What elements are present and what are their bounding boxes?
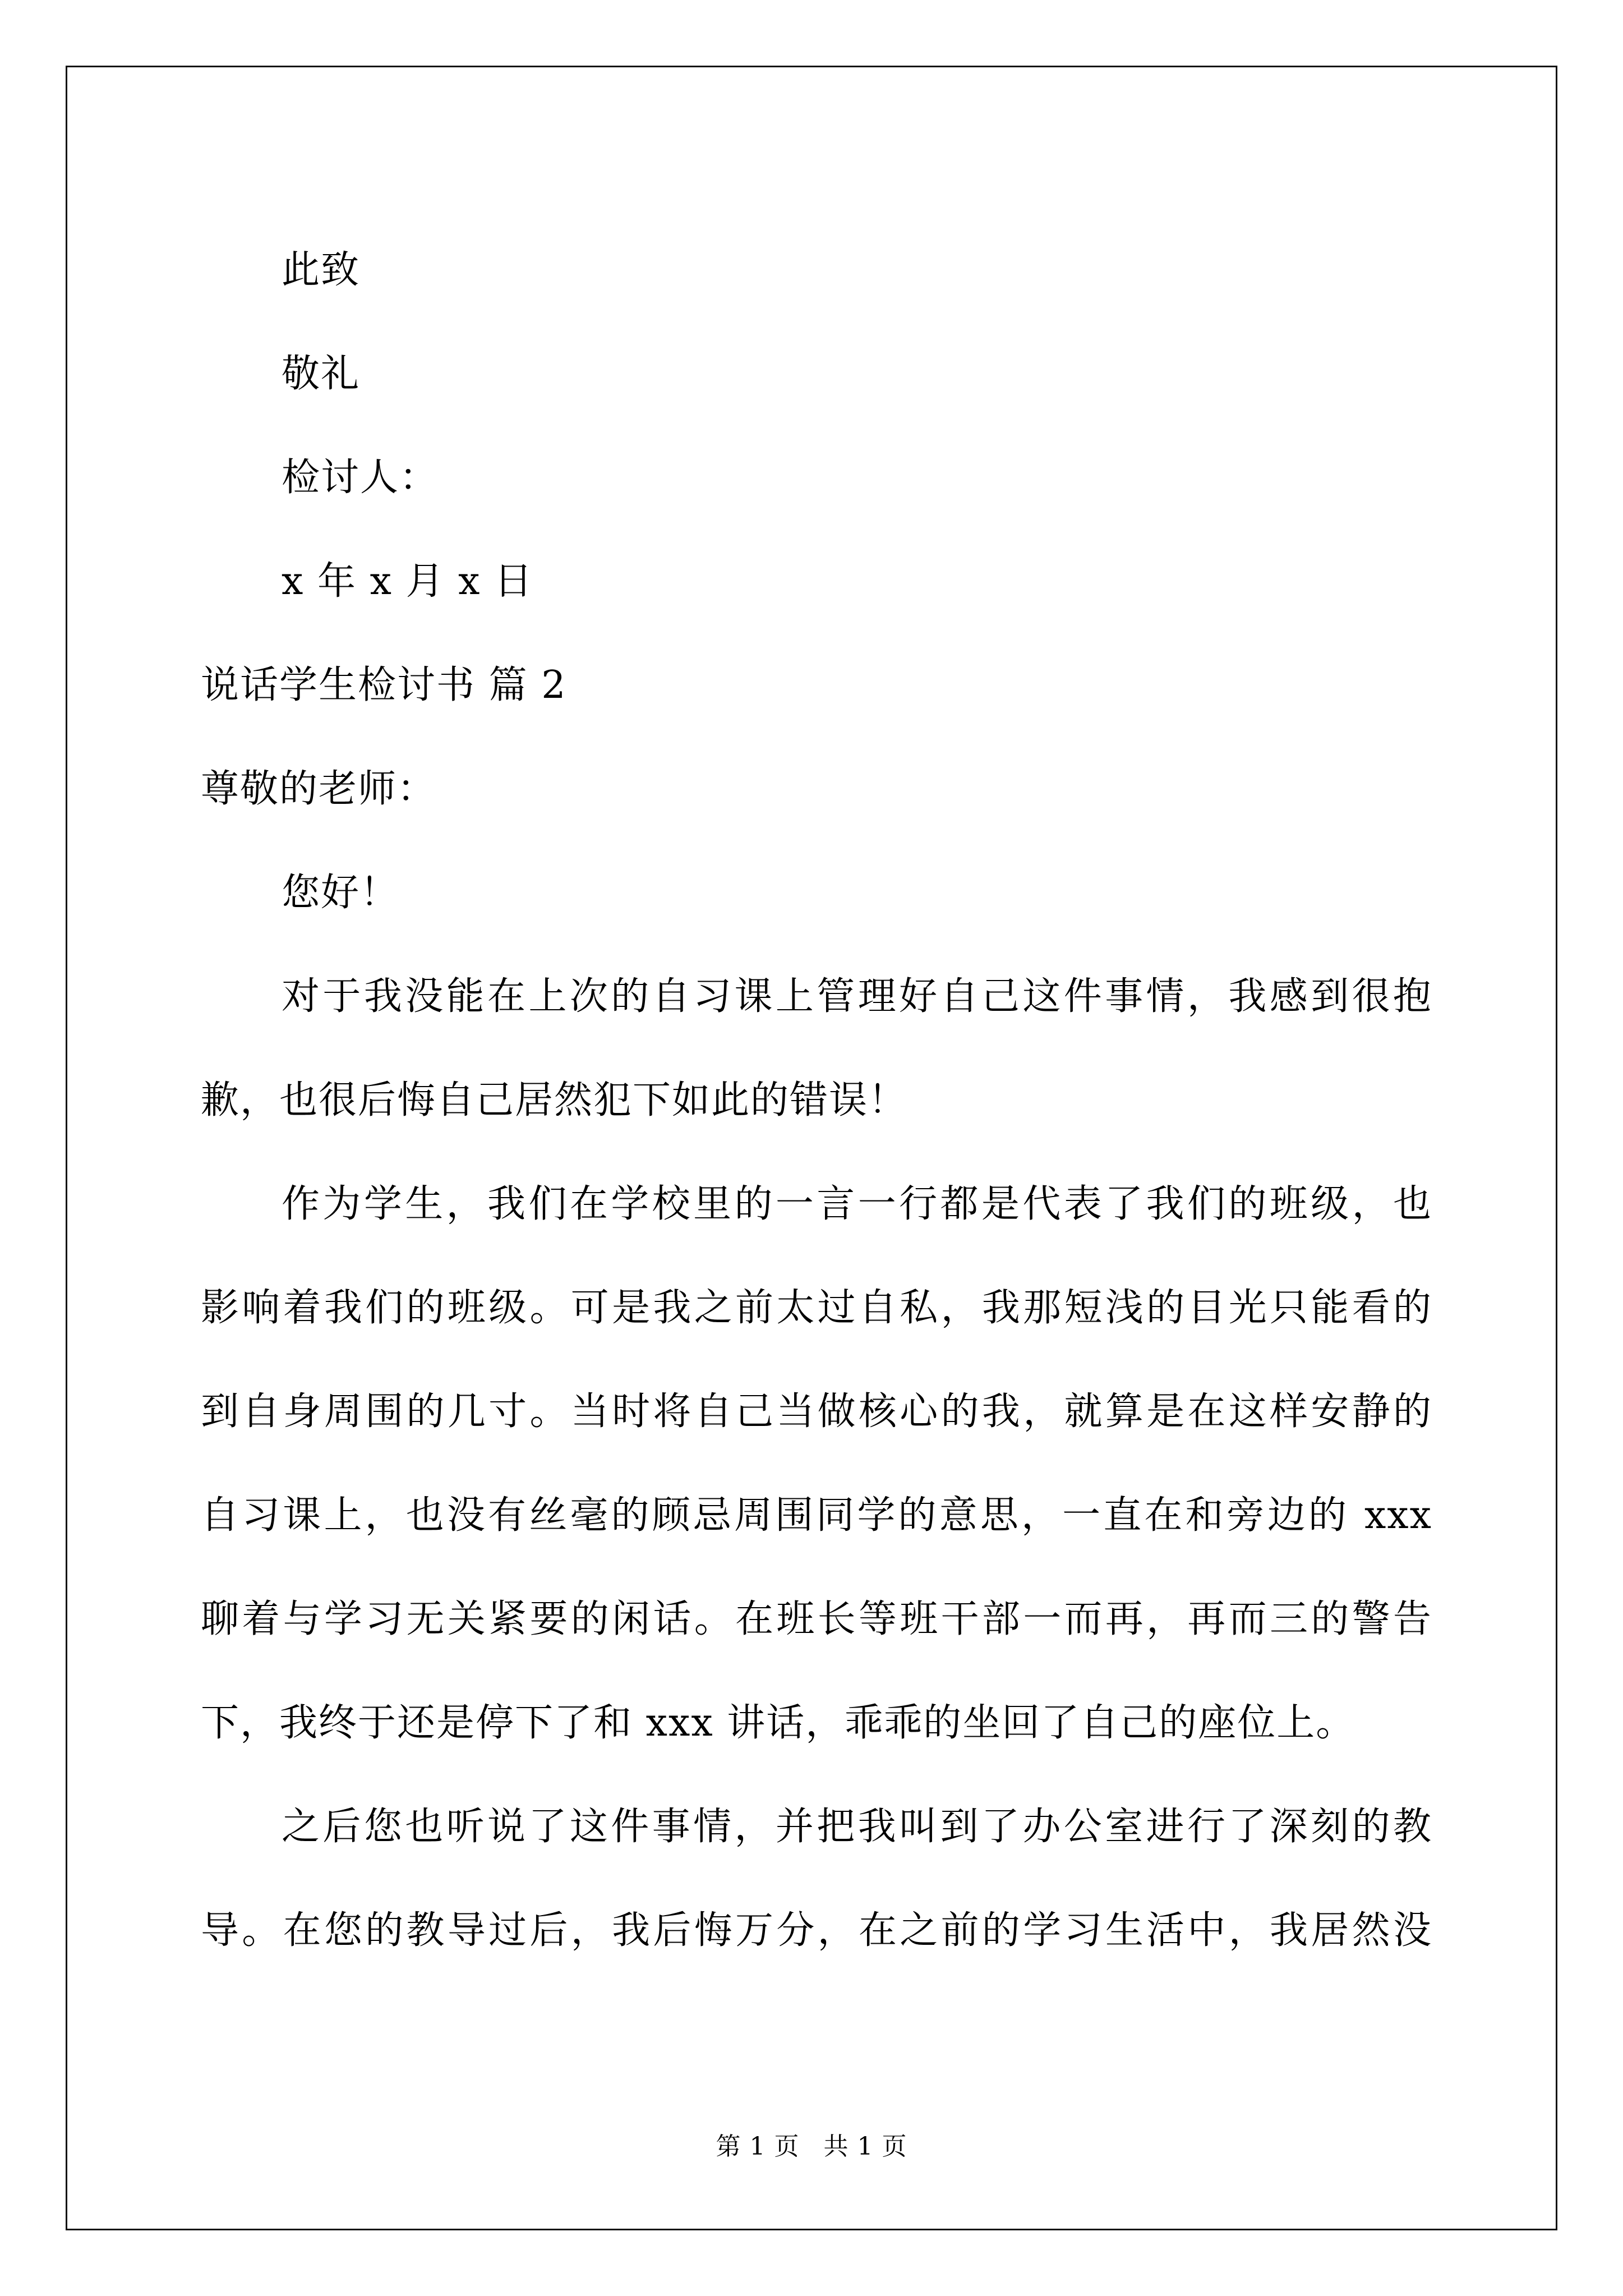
salutation-line: 敬礼 — [282, 352, 361, 396]
paragraph-line: 自习课上，也没有丝毫的顾忌周围同学的意思，一直在和旁边的 xxx — [201, 1493, 1432, 1538]
document-body — [201, 218, 1432, 1982]
paragraph-line: 影响着我们的班级。可是我之前太过自私，我那短浅的目光只能看的 — [201, 1286, 1432, 1330]
greeting-line: 您好！ — [282, 871, 400, 915]
paragraph-line: 到自身周围的几寸。当时将自己当做核心的我，就算是在这样安静的 — [201, 1389, 1432, 1434]
paragraph-line: 作为学生，我们在学校里的一言一行都是代表了我们的班级，也 — [282, 1182, 1432, 1226]
paragraph-line: 歉，也很后悔自己居然犯下如此的错误！ — [201, 1078, 908, 1122]
paragraph-line: 下，我终于还是停下了和 xxx 讲话，乖乖的坐回了自己的座位上。 — [201, 1701, 1355, 1745]
paragraph-line: 聊着与学习无关紧要的闲话。在班长等班干部一而再，再而三的警告 — [201, 1597, 1432, 1641]
signature-line: 检讨人： — [282, 455, 439, 500]
section-heading: 说话学生检讨书 篇 2 — [201, 663, 567, 707]
greeting-recipient: 尊敬的老师： — [201, 767, 437, 811]
paragraph-line: 对于我没能在上次的自习课上管理好自己这件事情，我感到很抱 — [282, 974, 1432, 1019]
page-number: 第 1 页 — [716, 2132, 800, 2161]
closing-line: 此致 — [282, 248, 361, 292]
date-line: x 年 x 月 x 日 — [282, 559, 534, 604]
page-total: 共 1 页 — [823, 2132, 907, 2161]
paragraph-line: 之后您也听说了这件事情，并把我叫到了办公室进行了深刻的教 — [282, 1805, 1432, 1849]
paragraph-line: 导。在您的教导过后，我后悔万分，在之前的学习生活中，我居然没 — [201, 1908, 1432, 1953]
page-footer — [0, 2130, 1623, 2164]
